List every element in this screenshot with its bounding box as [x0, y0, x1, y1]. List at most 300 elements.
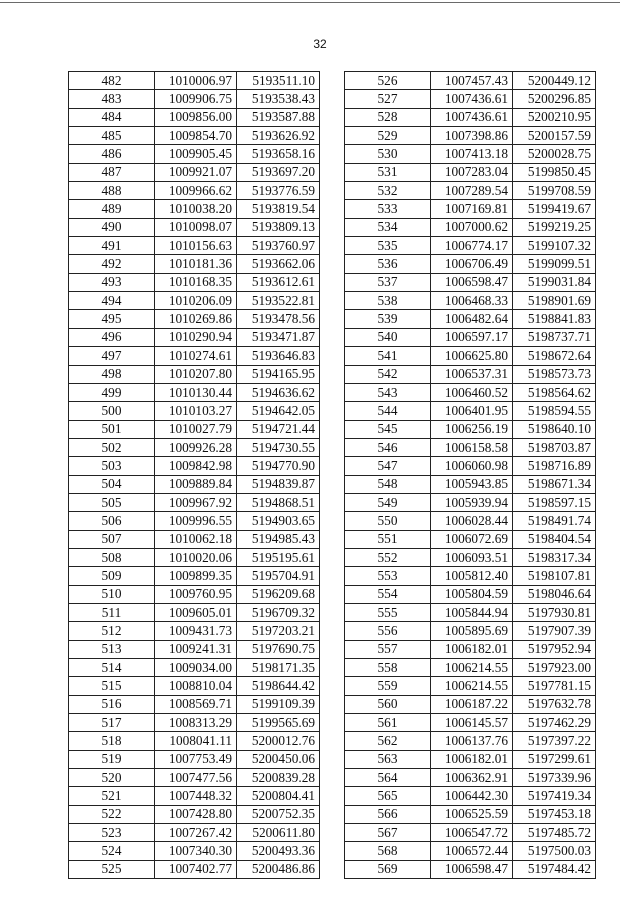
point-number-cell: 544	[345, 402, 431, 420]
table-row	[69, 292, 320, 310]
point-number-cell: 567	[345, 824, 431, 842]
point-number-cell: 540	[345, 328, 431, 346]
table-row	[345, 328, 596, 346]
x-coordinate-cell: 1010206.09	[155, 292, 237, 310]
table-row	[345, 695, 596, 713]
table-row	[345, 548, 596, 566]
point-number-cell: 529	[345, 127, 431, 145]
point-number-cell: 550	[345, 512, 431, 530]
point-number-cell: 515	[69, 677, 155, 695]
point-number-cell: 523	[69, 824, 155, 842]
table-row	[345, 273, 596, 291]
x-coordinate-cell: 1006145.57	[431, 714, 513, 732]
y-coordinate-cell: 5200210.95	[513, 108, 596, 126]
point-number-cell: 522	[69, 805, 155, 823]
point-number-cell: 490	[69, 218, 155, 236]
table-row	[69, 347, 320, 365]
point-number-cell: 507	[69, 530, 155, 548]
table-row	[345, 714, 596, 732]
table-row	[69, 750, 320, 768]
point-number-cell: 543	[345, 383, 431, 401]
point-number-cell: 539	[345, 310, 431, 328]
x-coordinate-cell: 1006598.47	[431, 860, 513, 878]
y-coordinate-cell: 5198716.89	[513, 457, 596, 475]
point-number-cell: 565	[345, 787, 431, 805]
point-number-cell: 561	[345, 714, 431, 732]
y-coordinate-cell: 5198564.62	[513, 383, 596, 401]
point-number-cell: 496	[69, 328, 155, 346]
y-coordinate-cell: 5193819.54	[237, 200, 320, 218]
y-coordinate-cell: 5193662.06	[237, 255, 320, 273]
table-row	[69, 200, 320, 218]
x-coordinate-cell: 1007436.61	[431, 90, 513, 108]
point-number-cell: 511	[69, 603, 155, 621]
table-row	[345, 292, 596, 310]
x-coordinate-cell: 1006460.52	[431, 383, 513, 401]
x-coordinate-cell: 1009906.75	[155, 90, 237, 108]
table-row	[69, 383, 320, 401]
x-coordinate-cell: 1007283.04	[431, 163, 513, 181]
point-number-cell: 549	[345, 493, 431, 511]
y-coordinate-cell: 5193626.92	[237, 127, 320, 145]
table-row	[345, 750, 596, 768]
y-coordinate-cell: 5194636.62	[237, 383, 320, 401]
table-row	[69, 145, 320, 163]
table-row	[345, 420, 596, 438]
y-coordinate-cell: 5197930.81	[513, 603, 596, 621]
y-coordinate-cell: 5197923.00	[513, 659, 596, 677]
x-coordinate-cell: 1005939.94	[431, 493, 513, 511]
y-coordinate-cell: 5197632.78	[513, 695, 596, 713]
table-row	[69, 787, 320, 805]
y-coordinate-cell: 5199219.25	[513, 218, 596, 236]
table-row	[69, 493, 320, 511]
table-row	[345, 493, 596, 511]
x-coordinate-cell: 1005895.69	[431, 622, 513, 640]
table-row	[345, 842, 596, 860]
table-row	[69, 457, 320, 475]
y-coordinate-cell: 5199109.39	[237, 695, 320, 713]
x-coordinate-cell: 1006537.31	[431, 365, 513, 383]
y-coordinate-cell: 5198171.35	[237, 659, 320, 677]
y-coordinate-cell: 5200493.36	[237, 842, 320, 860]
y-coordinate-cell: 5200012.76	[237, 732, 320, 750]
y-coordinate-cell: 5198404.54	[513, 530, 596, 548]
point-number-cell: 516	[69, 695, 155, 713]
x-coordinate-cell: 1006625.80	[431, 347, 513, 365]
table-row	[345, 402, 596, 420]
point-number-cell: 563	[345, 750, 431, 768]
y-coordinate-cell: 5199031.84	[513, 273, 596, 291]
y-coordinate-cell: 5197203.21	[237, 622, 320, 640]
table-row	[345, 567, 596, 585]
y-coordinate-cell: 5197907.39	[513, 622, 596, 640]
x-coordinate-cell: 1006256.19	[431, 420, 513, 438]
x-coordinate-cell: 1007428.80	[155, 805, 237, 823]
table-row	[345, 438, 596, 456]
top-rule	[0, 2, 620, 3]
point-number-cell: 502	[69, 438, 155, 456]
y-coordinate-cell: 5199419.67	[513, 200, 596, 218]
y-coordinate-cell: 5193612.61	[237, 273, 320, 291]
x-coordinate-cell: 1007289.54	[431, 182, 513, 200]
table-row	[69, 475, 320, 493]
x-coordinate-cell: 1006028.44	[431, 512, 513, 530]
x-coordinate-cell: 1010038.20	[155, 200, 237, 218]
table-row	[69, 805, 320, 823]
x-coordinate-cell: 1010020.06	[155, 548, 237, 566]
coordinates-table-left	[68, 71, 320, 879]
table-row	[69, 842, 320, 860]
point-number-cell: 500	[69, 402, 155, 420]
y-coordinate-cell: 5194721.44	[237, 420, 320, 438]
x-coordinate-cell: 1007000.62	[431, 218, 513, 236]
point-number-cell: 505	[69, 493, 155, 511]
y-coordinate-cell: 5197462.29	[513, 714, 596, 732]
table-row	[69, 273, 320, 291]
point-number-cell: 560	[345, 695, 431, 713]
point-number-cell: 493	[69, 273, 155, 291]
table-row	[69, 659, 320, 677]
x-coordinate-cell: 1006597.17	[431, 328, 513, 346]
y-coordinate-cell: 5197485.72	[513, 824, 596, 842]
table-row	[69, 824, 320, 842]
y-coordinate-cell: 5193658.16	[237, 145, 320, 163]
y-coordinate-cell: 5198594.55	[513, 402, 596, 420]
table-row	[69, 585, 320, 603]
y-coordinate-cell: 5200449.12	[513, 72, 596, 90]
point-number-cell: 528	[345, 108, 431, 126]
point-number-cell: 542	[345, 365, 431, 383]
point-number-cell: 518	[69, 732, 155, 750]
x-coordinate-cell: 1006706.49	[431, 255, 513, 273]
table-row	[345, 182, 596, 200]
table-row	[345, 530, 596, 548]
x-coordinate-cell: 1006137.76	[431, 732, 513, 750]
x-coordinate-cell: 1008313.29	[155, 714, 237, 732]
table-row	[345, 640, 596, 658]
x-coordinate-cell: 1007457.43	[431, 72, 513, 90]
y-coordinate-cell: 5200752.35	[237, 805, 320, 823]
table-row	[345, 237, 596, 255]
x-coordinate-cell: 1006060.98	[431, 457, 513, 475]
table-row	[69, 365, 320, 383]
y-coordinate-cell: 5198573.73	[513, 365, 596, 383]
point-number-cell: 562	[345, 732, 431, 750]
x-coordinate-cell: 1006072.69	[431, 530, 513, 548]
y-coordinate-cell: 5193511.10	[237, 72, 320, 90]
point-number-cell: 554	[345, 585, 431, 603]
y-coordinate-cell: 5198644.42	[237, 677, 320, 695]
point-number-cell: 557	[345, 640, 431, 658]
y-coordinate-cell: 5198671.34	[513, 475, 596, 493]
x-coordinate-cell: 1007413.18	[431, 145, 513, 163]
x-coordinate-cell: 1005943.85	[431, 475, 513, 493]
x-coordinate-cell: 1006547.72	[431, 824, 513, 842]
point-number-cell: 489	[69, 200, 155, 218]
y-coordinate-cell: 5193760.97	[237, 237, 320, 255]
y-coordinate-cell: 5197339.96	[513, 769, 596, 787]
x-coordinate-cell: 1009889.84	[155, 475, 237, 493]
y-coordinate-cell: 5194868.51	[237, 493, 320, 511]
x-coordinate-cell: 1010269.86	[155, 310, 237, 328]
x-coordinate-cell: 1006182.01	[431, 750, 513, 768]
y-coordinate-cell: 5196709.32	[237, 603, 320, 621]
point-number-cell: 524	[69, 842, 155, 860]
x-coordinate-cell: 1008041.11	[155, 732, 237, 750]
y-coordinate-cell: 5195704.91	[237, 567, 320, 585]
point-number-cell: 548	[345, 475, 431, 493]
x-coordinate-cell: 1006362.91	[431, 769, 513, 787]
table-row	[69, 603, 320, 621]
table-row	[69, 677, 320, 695]
x-coordinate-cell: 1010290.94	[155, 328, 237, 346]
y-coordinate-cell: 5200296.85	[513, 90, 596, 108]
point-number-cell: 486	[69, 145, 155, 163]
point-number-cell: 531	[345, 163, 431, 181]
point-number-cell: 537	[345, 273, 431, 291]
x-coordinate-cell: 1006774.17	[431, 237, 513, 255]
table-row	[69, 72, 320, 90]
point-number-cell: 495	[69, 310, 155, 328]
point-number-cell: 532	[345, 182, 431, 200]
table-row	[345, 457, 596, 475]
point-number-cell: 509	[69, 567, 155, 585]
x-coordinate-cell: 1009856.00	[155, 108, 237, 126]
y-coordinate-cell: 5193522.81	[237, 292, 320, 310]
point-number-cell: 569	[345, 860, 431, 878]
point-number-cell: 494	[69, 292, 155, 310]
x-coordinate-cell: 1010168.35	[155, 273, 237, 291]
table-row	[345, 347, 596, 365]
point-number-cell: 499	[69, 383, 155, 401]
table-row	[345, 787, 596, 805]
y-coordinate-cell: 5195195.61	[237, 548, 320, 566]
point-number-cell: 564	[345, 769, 431, 787]
point-number-cell: 504	[69, 475, 155, 493]
point-number-cell: 553	[345, 567, 431, 585]
point-number-cell: 491	[69, 237, 155, 255]
point-number-cell: 513	[69, 640, 155, 658]
table-row	[69, 310, 320, 328]
y-coordinate-cell: 5200804.41	[237, 787, 320, 805]
y-coordinate-cell: 5200450.06	[237, 750, 320, 768]
y-coordinate-cell: 5198317.34	[513, 548, 596, 566]
table-row	[69, 182, 320, 200]
x-coordinate-cell: 1007267.42	[155, 824, 237, 842]
table-row	[69, 402, 320, 420]
page-number: 32	[313, 37, 327, 51]
y-coordinate-cell: 5197952.94	[513, 640, 596, 658]
point-number-cell: 484	[69, 108, 155, 126]
y-coordinate-cell: 5198491.74	[513, 512, 596, 530]
y-coordinate-cell: 5200028.75	[513, 145, 596, 163]
table-row	[345, 72, 596, 90]
point-number-cell: 525	[69, 860, 155, 878]
y-coordinate-cell: 5197500.03	[513, 842, 596, 860]
x-coordinate-cell: 1010156.63	[155, 237, 237, 255]
y-coordinate-cell: 5199708.59	[513, 182, 596, 200]
y-coordinate-cell: 5198640.10	[513, 420, 596, 438]
x-coordinate-cell: 1006525.59	[431, 805, 513, 823]
point-number-cell: 552	[345, 548, 431, 566]
y-coordinate-cell: 5198703.87	[513, 438, 596, 456]
x-coordinate-cell: 1010130.44	[155, 383, 237, 401]
point-number-cell: 536	[345, 255, 431, 273]
x-coordinate-cell: 1010027.79	[155, 420, 237, 438]
x-coordinate-cell: 1009966.62	[155, 182, 237, 200]
y-coordinate-cell: 5197484.42	[513, 860, 596, 878]
y-coordinate-cell: 5194770.90	[237, 457, 320, 475]
y-coordinate-cell: 5193809.13	[237, 218, 320, 236]
point-number-cell: 512	[69, 622, 155, 640]
y-coordinate-cell: 5194839.87	[237, 475, 320, 493]
table-row	[69, 567, 320, 585]
point-number-cell: 482	[69, 72, 155, 90]
x-coordinate-cell: 1006093.51	[431, 548, 513, 566]
point-number-cell: 519	[69, 750, 155, 768]
point-number-cell: 520	[69, 769, 155, 787]
table-row	[345, 145, 596, 163]
point-number-cell: 546	[345, 438, 431, 456]
table-row	[345, 383, 596, 401]
x-coordinate-cell: 1009921.07	[155, 163, 237, 181]
table-row	[69, 163, 320, 181]
y-coordinate-cell: 5198597.15	[513, 493, 596, 511]
x-coordinate-cell: 1009842.98	[155, 457, 237, 475]
point-number-cell: 534	[345, 218, 431, 236]
point-number-cell: 501	[69, 420, 155, 438]
y-coordinate-cell: 5194642.05	[237, 402, 320, 420]
point-number-cell: 510	[69, 585, 155, 603]
x-coordinate-cell: 1007448.32	[155, 787, 237, 805]
point-number-cell: 545	[345, 420, 431, 438]
y-coordinate-cell: 5197781.15	[513, 677, 596, 695]
x-coordinate-cell: 1005804.59	[431, 585, 513, 603]
y-coordinate-cell: 5193646.83	[237, 347, 320, 365]
y-coordinate-cell: 5198737.71	[513, 328, 596, 346]
y-coordinate-cell: 5197299.61	[513, 750, 596, 768]
y-coordinate-cell: 5198672.64	[513, 347, 596, 365]
y-coordinate-cell: 5194730.55	[237, 438, 320, 456]
point-number-cell: 527	[345, 90, 431, 108]
table-row	[345, 805, 596, 823]
y-coordinate-cell: 5198046.64	[513, 585, 596, 603]
x-coordinate-cell: 1007169.81	[431, 200, 513, 218]
table-row	[69, 328, 320, 346]
point-number-cell: 530	[345, 145, 431, 163]
y-coordinate-cell: 5198107.81	[513, 567, 596, 585]
y-coordinate-cell: 5200611.80	[237, 824, 320, 842]
table-row	[345, 603, 596, 621]
x-coordinate-cell: 1006214.55	[431, 659, 513, 677]
table-row	[69, 640, 320, 658]
x-coordinate-cell: 1006482.64	[431, 310, 513, 328]
x-coordinate-cell: 1008810.04	[155, 677, 237, 695]
x-coordinate-cell: 1009034.00	[155, 659, 237, 677]
table-row	[345, 512, 596, 530]
x-coordinate-cell: 1009760.95	[155, 585, 237, 603]
point-number-cell: 558	[345, 659, 431, 677]
x-coordinate-cell: 1006468.33	[431, 292, 513, 310]
x-coordinate-cell: 1006182.01	[431, 640, 513, 658]
y-coordinate-cell: 5198841.83	[513, 310, 596, 328]
x-coordinate-cell: 1006187.22	[431, 695, 513, 713]
y-coordinate-cell: 5194165.95	[237, 365, 320, 383]
x-coordinate-cell: 1007340.30	[155, 842, 237, 860]
table-row	[69, 622, 320, 640]
y-coordinate-cell: 5193471.87	[237, 328, 320, 346]
y-coordinate-cell: 5199850.45	[513, 163, 596, 181]
point-number-cell: 538	[345, 292, 431, 310]
x-coordinate-cell: 1009967.92	[155, 493, 237, 511]
x-coordinate-cell: 1008569.71	[155, 695, 237, 713]
x-coordinate-cell: 1007753.49	[155, 750, 237, 768]
x-coordinate-cell: 1010207.80	[155, 365, 237, 383]
table-row	[345, 127, 596, 145]
y-coordinate-cell: 5194985.43	[237, 530, 320, 548]
x-coordinate-cell: 1005812.40	[431, 567, 513, 585]
y-coordinate-cell: 5193697.20	[237, 163, 320, 181]
point-number-cell: 517	[69, 714, 155, 732]
table-row	[69, 769, 320, 787]
point-number-cell: 566	[345, 805, 431, 823]
point-number-cell: 551	[345, 530, 431, 548]
y-coordinate-cell: 5200486.86	[237, 860, 320, 878]
x-coordinate-cell: 1006442.30	[431, 787, 513, 805]
table-row	[69, 420, 320, 438]
x-coordinate-cell: 1006214.55	[431, 677, 513, 695]
table-row	[69, 127, 320, 145]
table-row	[345, 163, 596, 181]
x-coordinate-cell: 1010274.61	[155, 347, 237, 365]
table-row	[345, 769, 596, 787]
point-number-cell: 541	[345, 347, 431, 365]
point-number-cell: 492	[69, 255, 155, 273]
x-coordinate-cell: 1009899.35	[155, 567, 237, 585]
x-coordinate-cell: 1006572.44	[431, 842, 513, 860]
table-row	[345, 90, 596, 108]
table-row	[345, 108, 596, 126]
y-coordinate-cell: 5198901.69	[513, 292, 596, 310]
x-coordinate-cell: 1005844.94	[431, 603, 513, 621]
y-coordinate-cell: 5197453.18	[513, 805, 596, 823]
y-coordinate-cell: 5199099.51	[513, 255, 596, 273]
table-row	[69, 732, 320, 750]
table-row	[345, 365, 596, 383]
table-row	[69, 108, 320, 126]
x-coordinate-cell: 1009905.45	[155, 145, 237, 163]
table-row	[69, 512, 320, 530]
point-number-cell: 485	[69, 127, 155, 145]
x-coordinate-cell: 1009926.28	[155, 438, 237, 456]
point-number-cell: 533	[345, 200, 431, 218]
x-coordinate-cell: 1006598.47	[431, 273, 513, 291]
table-row	[345, 659, 596, 677]
table-row	[345, 732, 596, 750]
y-coordinate-cell: 5197397.22	[513, 732, 596, 750]
point-number-cell: 506	[69, 512, 155, 530]
y-coordinate-cell: 5193538.43	[237, 90, 320, 108]
x-coordinate-cell: 1010062.18	[155, 530, 237, 548]
table-row	[345, 677, 596, 695]
point-number-cell: 556	[345, 622, 431, 640]
table-row	[69, 695, 320, 713]
point-number-cell: 547	[345, 457, 431, 475]
point-number-cell: 508	[69, 548, 155, 566]
table-row	[345, 824, 596, 842]
y-coordinate-cell: 5200839.28	[237, 769, 320, 787]
